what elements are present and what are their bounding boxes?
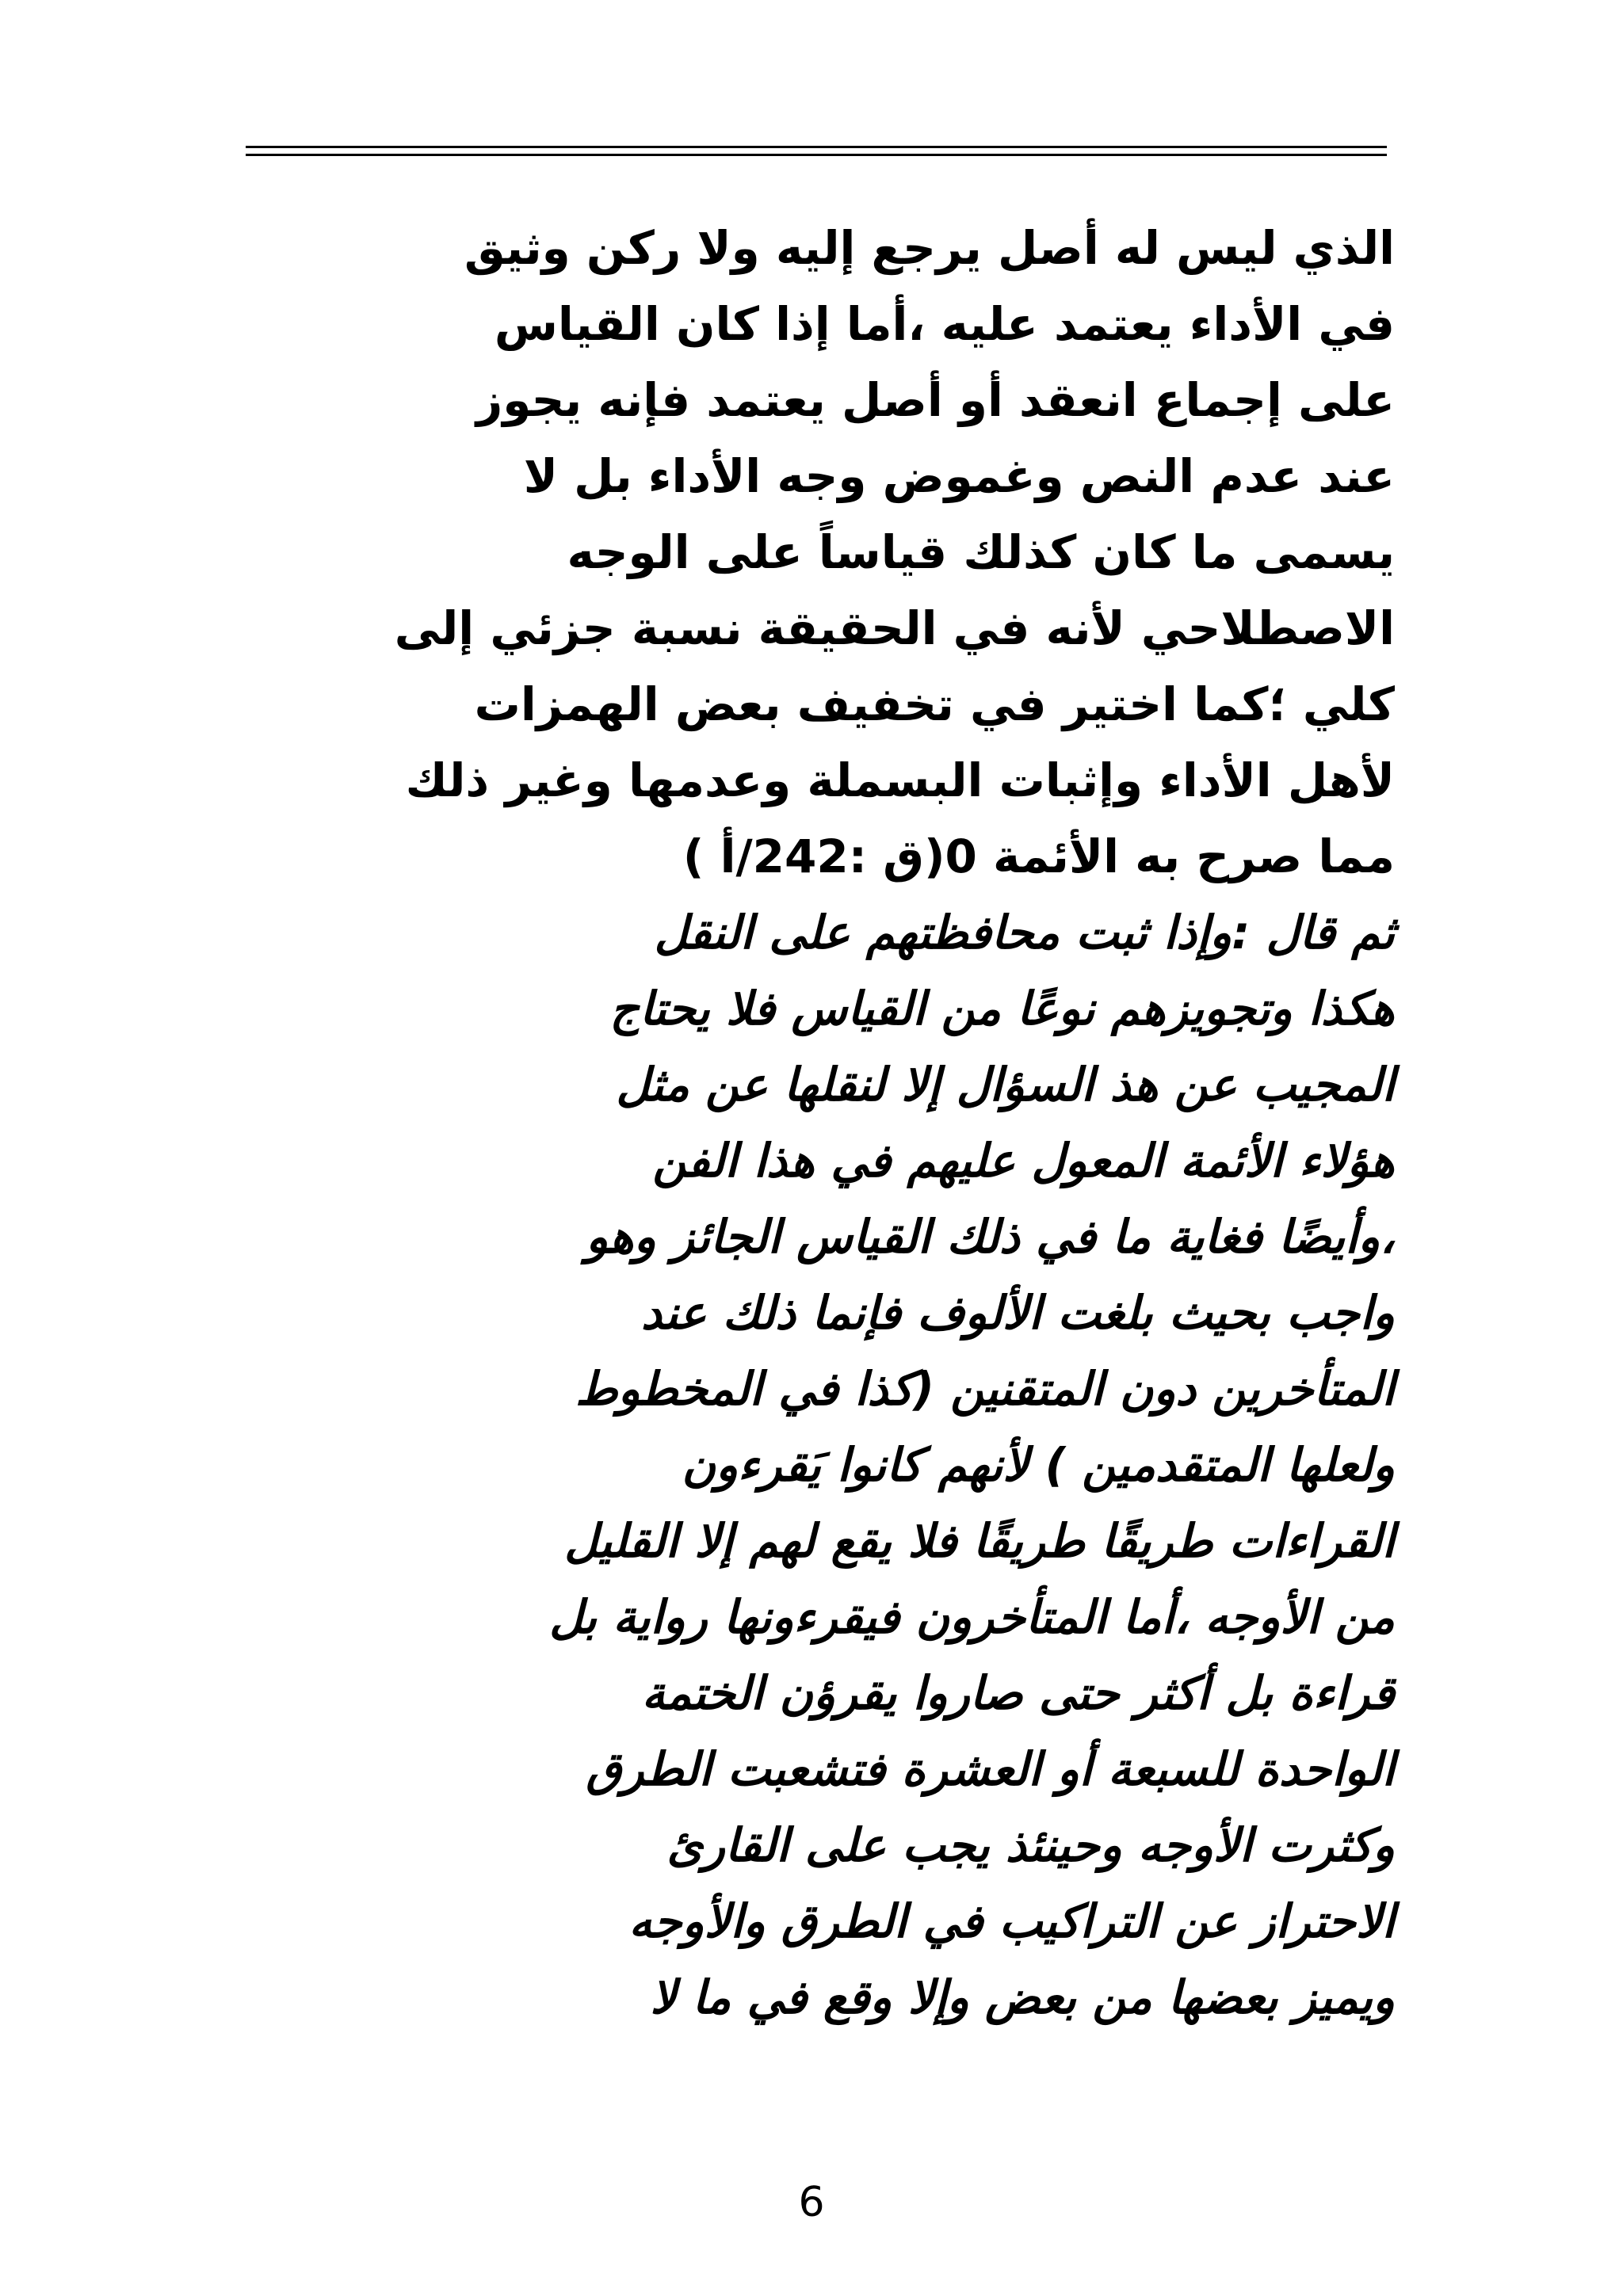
text-line: على إجماع انعقد أو أصل يعتمد فإنه يجوز	[475, 373, 1395, 427]
quote-line: المجيب عن هذ السؤال إلا لنقلها عن مثل	[616, 1058, 1395, 1112]
quote-line: المتأخرين دون المتقنين (كذا في المخطوط	[575, 1362, 1395, 1416]
text-line: في الأداء يعتمد عليه ،أما إذا كان القياس	[494, 297, 1395, 351]
quote-line: ،وأيضًا فغاية ما في ذلك القياس الجائز وهو	[586, 1210, 1395, 1264]
text-line: الذي ليس له أصل يرجع إليه ولا ركن وثيق	[464, 221, 1395, 275]
quote-line: قراءة بل أكثر حتى صاروا يقرؤن الختمة	[641, 1666, 1395, 1720]
quote-line: هؤلاء الأئمة المعول عليهم في هذا الفن	[652, 1134, 1395, 1188]
quote-line: وكثرت الأوجه وحينئذ يجب على القارئ	[666, 1818, 1395, 1872]
quote-line: الاحتراز عن التراكيب في الطرق والأوجه	[628, 1894, 1395, 1948]
body-text	[230, 210, 1395, 2035]
quote-line: ثم قال :وإذا ثبت محافظتهم على النقل	[654, 906, 1395, 959]
quote-line: واجب بحيث بلغت الألوف فإنما ذلك عند	[640, 1286, 1395, 1340]
page-number: 6	[798, 2179, 825, 2226]
text-line: يسمى ما كان كذلك قياساً على الوجه	[567, 525, 1395, 579]
quote-line: ولعلها المتقدمين ) لأنهم كانوا يَقرءون	[682, 1438, 1395, 1492]
quote-line: ويميز بعضها من بعض وإلا وقع في ما لا	[650, 1970, 1395, 2024]
header-rule-bottom	[246, 154, 1387, 156]
text-line: كلي ؛كما اختير في تخفيف بعض الهمزات	[474, 677, 1395, 731]
quote-line: الواحدة للسبعة أو العشرة فتشعبت الطرق	[586, 1742, 1395, 1796]
text-line: عند عدم النص وغموض وجه الأداء بل لا	[523, 449, 1395, 503]
quote-line: هكذا وتجويزهم نوعًا من القياس فلا يحتاج	[609, 982, 1395, 1035]
quote-line: من الأوجه ،أما المتأخرون فيقرءونها رواية بل	[549, 1590, 1395, 1644]
text-line: الاصطلاحي لأنه في الحقيقة نسبة جزئي إلى	[394, 601, 1395, 655]
header-rule-top	[246, 146, 1387, 148]
text-line: لأهل الأداء وإثبات البسملة وعدمها وغير ذلك	[405, 753, 1395, 807]
text-line: مما صرح به الأئمة 0(ق :242/أ )	[682, 830, 1395, 883]
quote-line: القراءات طريقًا طريقًا فلا يقع لهم إلا القليل	[564, 1514, 1395, 1568]
